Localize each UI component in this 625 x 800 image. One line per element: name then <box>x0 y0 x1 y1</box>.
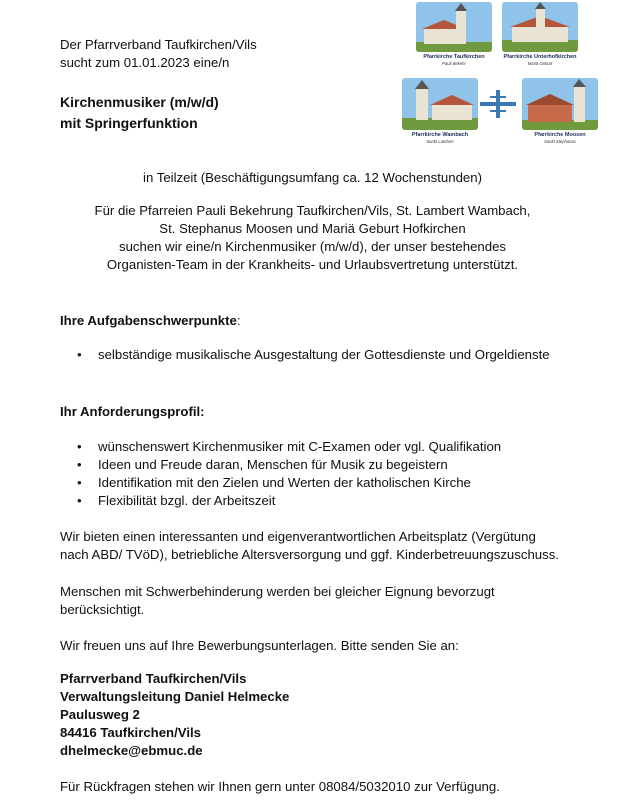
cross-logo-icon <box>480 90 516 118</box>
church-sub: Pauli Bekehr <box>442 60 466 66</box>
list-item: • wünschenswert Kirchenmusiker mit C-Examen oder vgl. Qualifikation <box>60 438 501 456</box>
church-photo-moosen <box>522 78 598 130</box>
intro-line: sucht zum 01.01.2023 eine/n <box>60 55 230 70</box>
contact-person: Verwaltungsleitung Daniel Helmecke <box>60 689 290 704</box>
description-line: Organisten-Team in der Krankheits- und Urlaubsvertretung unterstützt. <box>106 257 519 272</box>
list-item: • Identifikation mit den Zielen und Werten der katholischen Kirche <box>60 474 501 492</box>
profile-heading: Ihr Anforderungsprofil: <box>60 404 205 419</box>
church-sub: Sankt Stephanus <box>544 138 576 144</box>
intro-line: Der Pfarrverband Taufkirchen/Vils <box>60 37 257 52</box>
contact-block <box>60 670 289 760</box>
list-item: • selbständige musikalische Ausgestaltung der Gottesdienste und Orgeldienste <box>60 346 550 364</box>
list-item: • Flexibilität bzgl. der Arbeitszeit <box>60 492 501 510</box>
disability-line: Menschen mit Schwerbehinderung werden bei gleicher Eignung bevorzugt <box>60 584 495 599</box>
offer-line: nach ABD/ TVöD), betriebliche Altersversorgung und ggf. Kinderbetreuungszuschuss. <box>60 547 559 562</box>
footer-text: Für Rückfragen stehen wir Ihnen gern unter 08084/5032010 zur Verfügung. <box>60 779 500 794</box>
contact-street: Paulusweg 2 <box>60 707 140 722</box>
tasks-list <box>60 346 550 364</box>
list-item: • Ideen und Freude daran, Menschen für Musik zu begeistern <box>60 456 501 474</box>
description <box>0 202 625 274</box>
church-caption <box>396 132 484 144</box>
church-photo-unterhofkirchen <box>502 2 578 52</box>
church-sub: Sankt Lambert <box>426 138 454 144</box>
church-name: Pfarrkirche Taufkirchen <box>423 54 485 60</box>
contact-email-link[interactable]: dhelmecke@ebmuc.de <box>60 743 203 758</box>
tasks-heading-text: Ihre Aufgabenschwerpunkte <box>60 313 237 328</box>
church-photo-wambach <box>402 78 478 130</box>
contact-city: 84416 Taufkirchen/Vils <box>60 725 201 740</box>
church-caption <box>410 54 498 66</box>
job-title <box>60 92 219 134</box>
tasks-heading <box>60 312 241 330</box>
offer-line: Wir bieten einen interessanten und eigenverantwortlichen Arbeitsplatz (Vergütung <box>60 529 536 544</box>
church-caption <box>494 54 586 66</box>
church-photo-taufkirchen <box>416 2 492 52</box>
church-sub: Mariä Geburt <box>527 60 553 66</box>
description-line: Für die Pfarreien Pauli Bekehrung Taufkirchen/Vils, St. Lambert Wambach, <box>94 203 531 218</box>
intro <box>60 36 257 72</box>
job-title-line: mit Springerfunktion <box>60 115 198 131</box>
church-name: Pfarrkirche Wambach <box>411 132 469 138</box>
job-title-line: Kirchenmusiker (m/w/d) <box>60 94 219 110</box>
disability-line: berücksichtigt. <box>60 602 145 617</box>
profile-list <box>60 438 501 510</box>
description-line: suchen wir eine/n Kirchenmusiker (m/w/d), der unser bestehendes <box>118 239 507 254</box>
church-name: Pfarrkirche Unterhofkirchen <box>503 54 577 60</box>
disability-paragraph <box>60 583 580 619</box>
tasks-heading-colon: : <box>236 313 241 328</box>
offer-paragraph <box>60 528 600 564</box>
contact-org: Pfarrverband Taufkirchen/Vils <box>60 671 247 686</box>
church-caption <box>516 132 604 144</box>
description-line: St. Stephanus Moosen und Mariä Geburt Hofkirchen <box>159 221 466 236</box>
application-text: Wir freuen uns auf Ihre Bewerbungsunterlagen. Bitte senden Sie an: <box>60 638 459 653</box>
church-name: Pfarrkirche Moosen <box>534 132 586 138</box>
employment-scope: in Teilzeit (Beschäftigungsumfang ca. 12 Wochenstunden) <box>143 170 482 185</box>
